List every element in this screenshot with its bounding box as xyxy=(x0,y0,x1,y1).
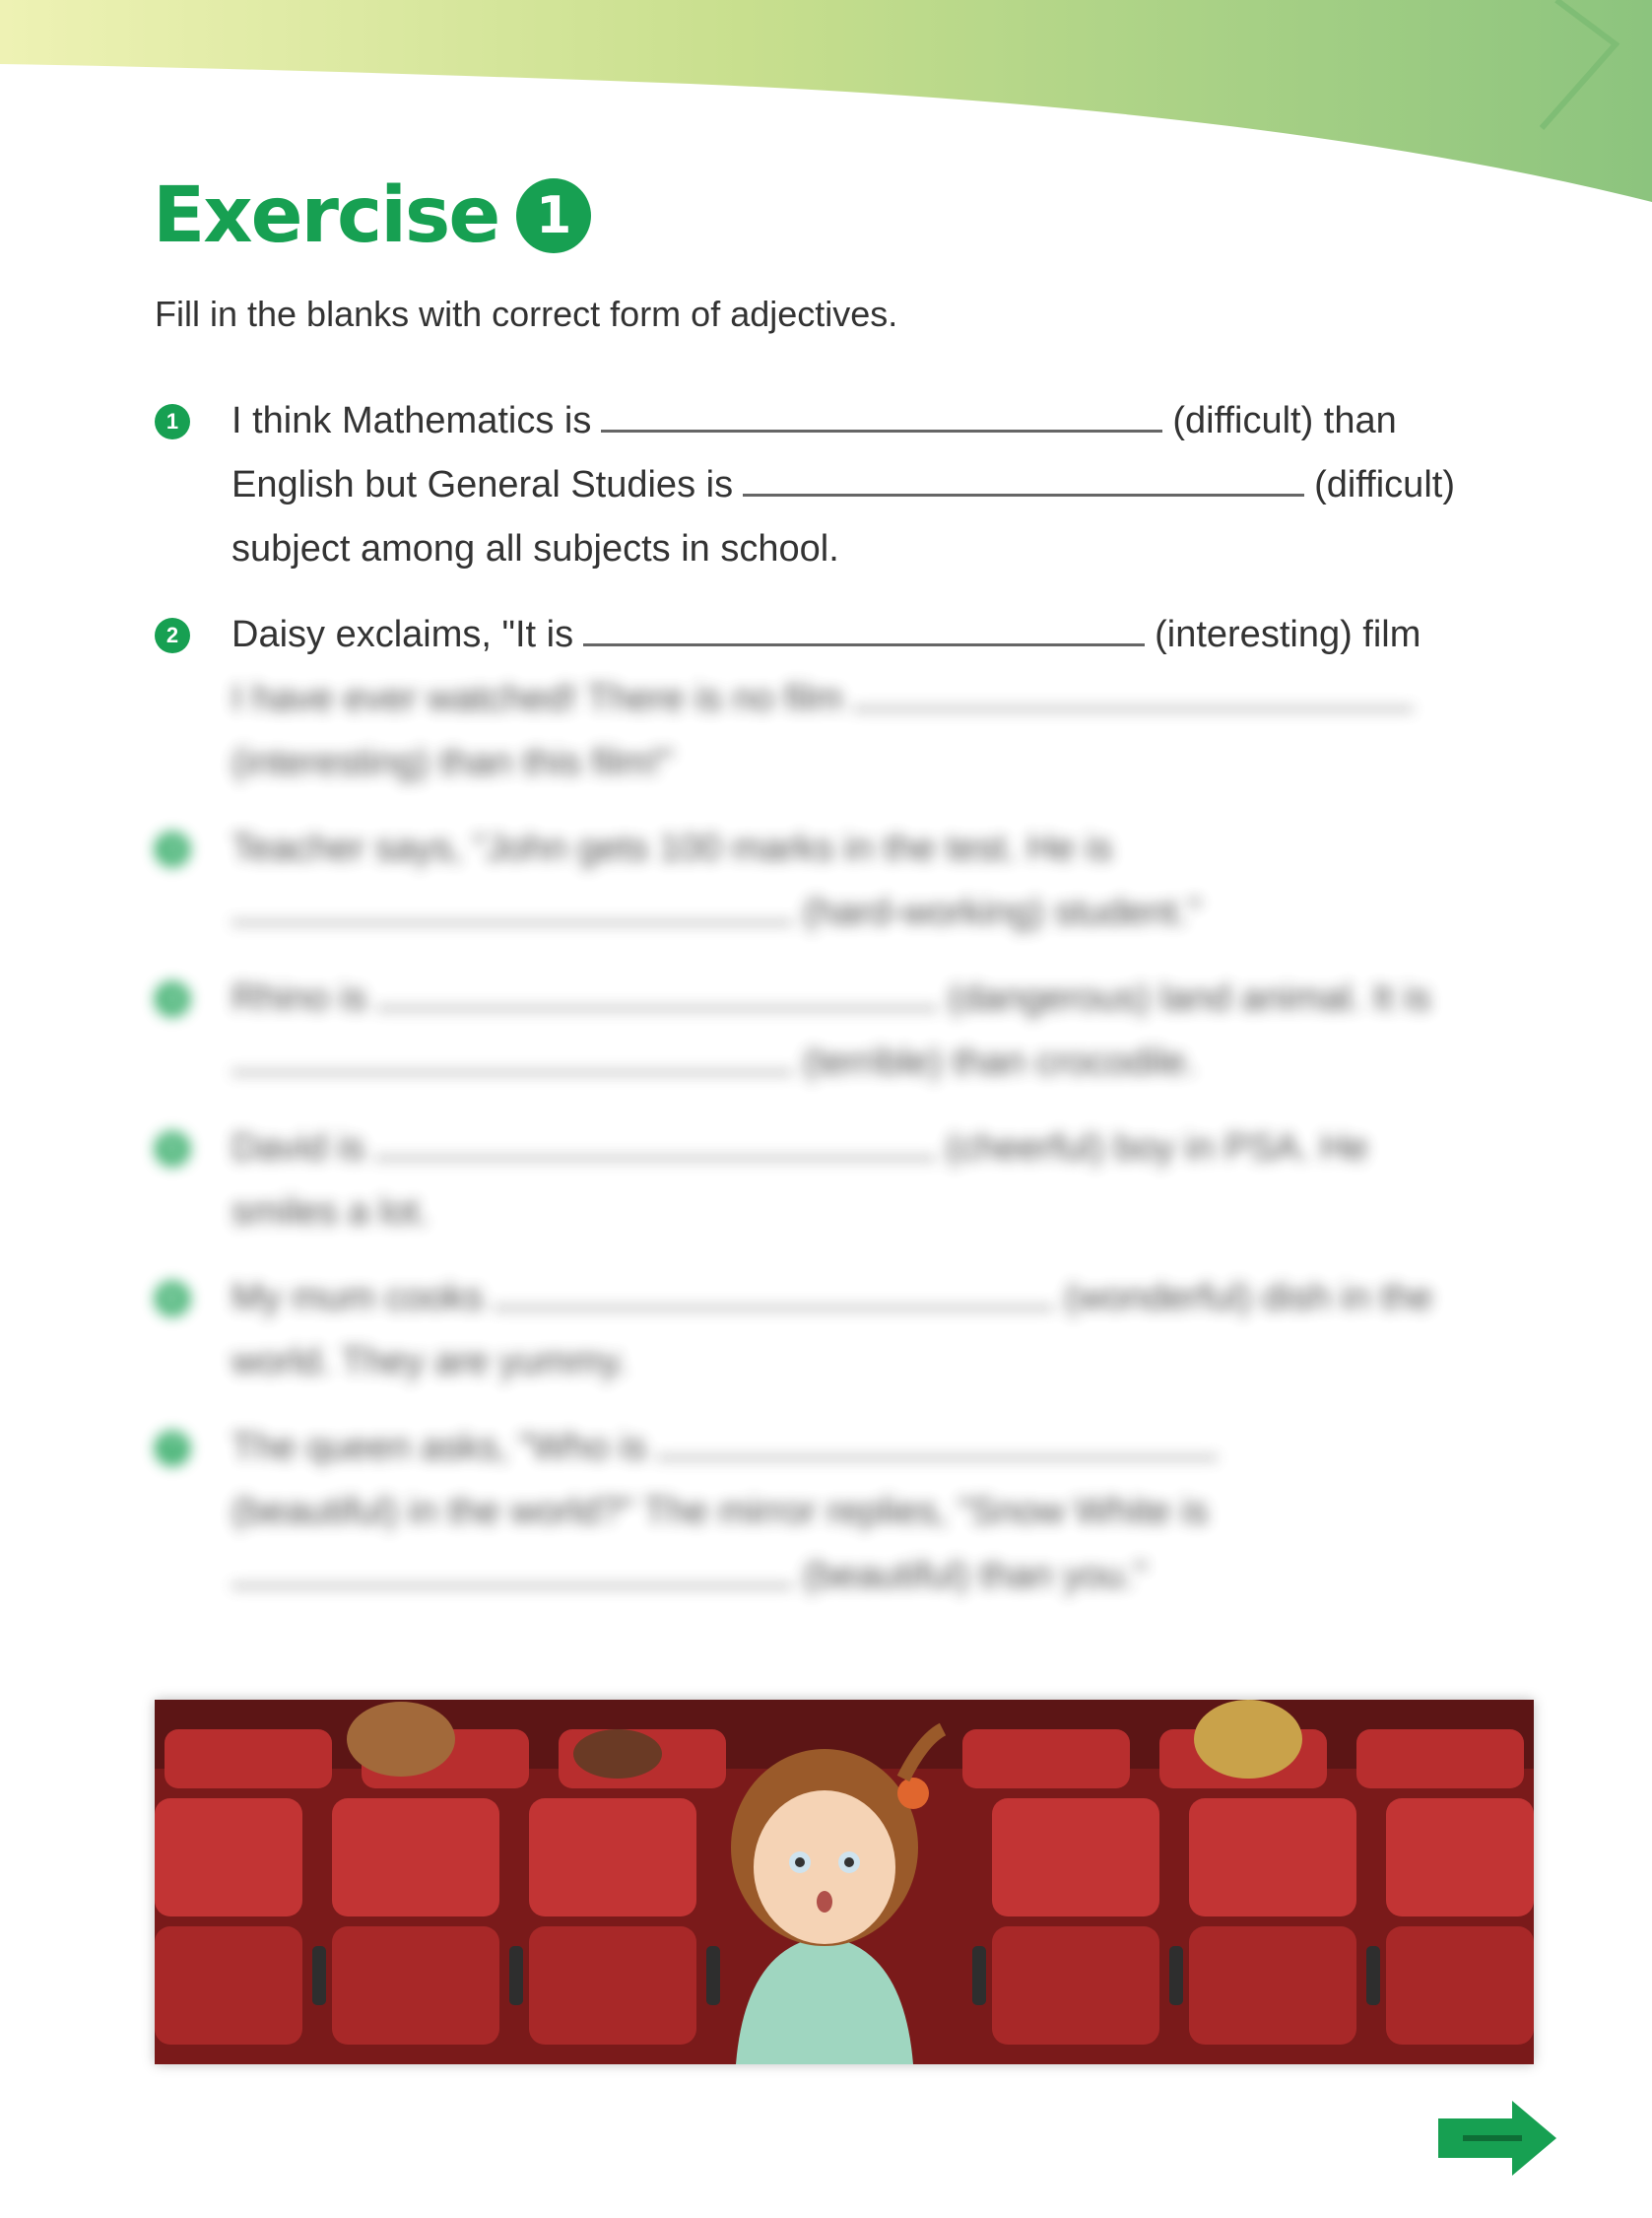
question-text: Daisy exclaims, "It is xyxy=(231,614,574,655)
question-text: (beautiful) in the world?" The mirror replies, "Snow White is xyxy=(231,1491,1209,1532)
question-7 xyxy=(155,1416,1534,1608)
question-line xyxy=(231,453,1534,517)
answer-blank-4a[interactable] xyxy=(376,972,938,1010)
exercise-number-badge: 1 xyxy=(516,178,591,253)
question-list xyxy=(155,389,1534,1630)
answer-blank-7b[interactable] xyxy=(231,1549,793,1587)
question-line xyxy=(231,389,1534,453)
question-text: (interesting) film xyxy=(1155,614,1421,655)
question-text: (difficult) than xyxy=(1172,400,1397,441)
cinema-illustration xyxy=(155,1700,1534,2064)
question-number-badge: 6 xyxy=(155,1281,190,1316)
next-page-arrow-icon[interactable] xyxy=(1433,2099,1561,2178)
question-5 xyxy=(155,1116,1534,1244)
question-line xyxy=(231,1266,1534,1330)
exercise-header xyxy=(153,171,591,260)
question-line xyxy=(231,881,1534,945)
question-text: The queen asks, "Who is xyxy=(231,1427,647,1468)
exercise-instructions: Fill in the blanks with correct form of adjectives. xyxy=(155,294,898,334)
exercise-title: Exercise xyxy=(153,171,499,260)
question-text: English but General Studies is xyxy=(231,464,734,505)
answer-blank-1a[interactable] xyxy=(601,394,1162,433)
question-text: world. They are yummy. xyxy=(231,1341,628,1382)
question-number-badge: 3 xyxy=(155,832,190,867)
question-line xyxy=(231,1116,1534,1180)
answer-blank-7a[interactable] xyxy=(656,1421,1218,1459)
question-2 xyxy=(155,603,1534,795)
question-text: (wonderful) dish in the xyxy=(1064,1277,1433,1318)
answer-blank-3[interactable] xyxy=(231,886,793,924)
question-text: (terrible) than crocodile. xyxy=(803,1042,1197,1083)
question-text: (difficult) xyxy=(1314,464,1455,505)
question-text: smiles a lot. xyxy=(231,1191,430,1233)
question-line xyxy=(231,967,1534,1031)
question-text: (beautiful) than you." xyxy=(803,1555,1148,1596)
question-line xyxy=(231,1544,1534,1608)
question-line xyxy=(231,1416,1534,1480)
question-text: I have ever watched! There is no film xyxy=(231,678,843,719)
answer-blank-1b[interactable] xyxy=(743,458,1304,497)
question-text: I think Mathematics is xyxy=(231,400,592,441)
question-4 xyxy=(155,967,1534,1095)
question-number-badge: 5 xyxy=(155,1131,190,1167)
question-text: (cheerful) boy in PSA. He xyxy=(946,1127,1368,1169)
answer-blank-5[interactable] xyxy=(374,1121,936,1160)
question-line xyxy=(231,667,1534,731)
question-text: (dangerous) land animal. It is xyxy=(948,977,1431,1019)
question-line xyxy=(231,1031,1534,1095)
question-text: Teacher says, "John gets 100 marks in the test. He is xyxy=(231,828,1113,869)
question-number-badge: 7 xyxy=(155,1431,190,1466)
question-1 xyxy=(155,389,1534,581)
answer-blank-4b[interactable] xyxy=(231,1036,793,1074)
question-6 xyxy=(155,1266,1534,1394)
question-number-badge: 4 xyxy=(155,981,190,1017)
question-text: My mum cooks xyxy=(231,1277,484,1318)
question-text: David is xyxy=(231,1127,365,1169)
question-text: Rhino is xyxy=(231,977,367,1019)
question-line xyxy=(231,603,1534,667)
question-text: subject among all subjects in school. xyxy=(231,528,839,570)
question-text: (hard-working) student." xyxy=(803,892,1202,933)
question-number-badge: 2 xyxy=(155,618,190,653)
question-3 xyxy=(155,817,1534,945)
answer-blank-2b[interactable] xyxy=(852,672,1414,710)
question-text: (interesting) than this film!" xyxy=(231,742,674,783)
answer-blank-2a[interactable] xyxy=(583,608,1145,646)
answer-blank-6[interactable] xyxy=(493,1271,1054,1310)
question-number-badge: 1 xyxy=(155,404,190,439)
